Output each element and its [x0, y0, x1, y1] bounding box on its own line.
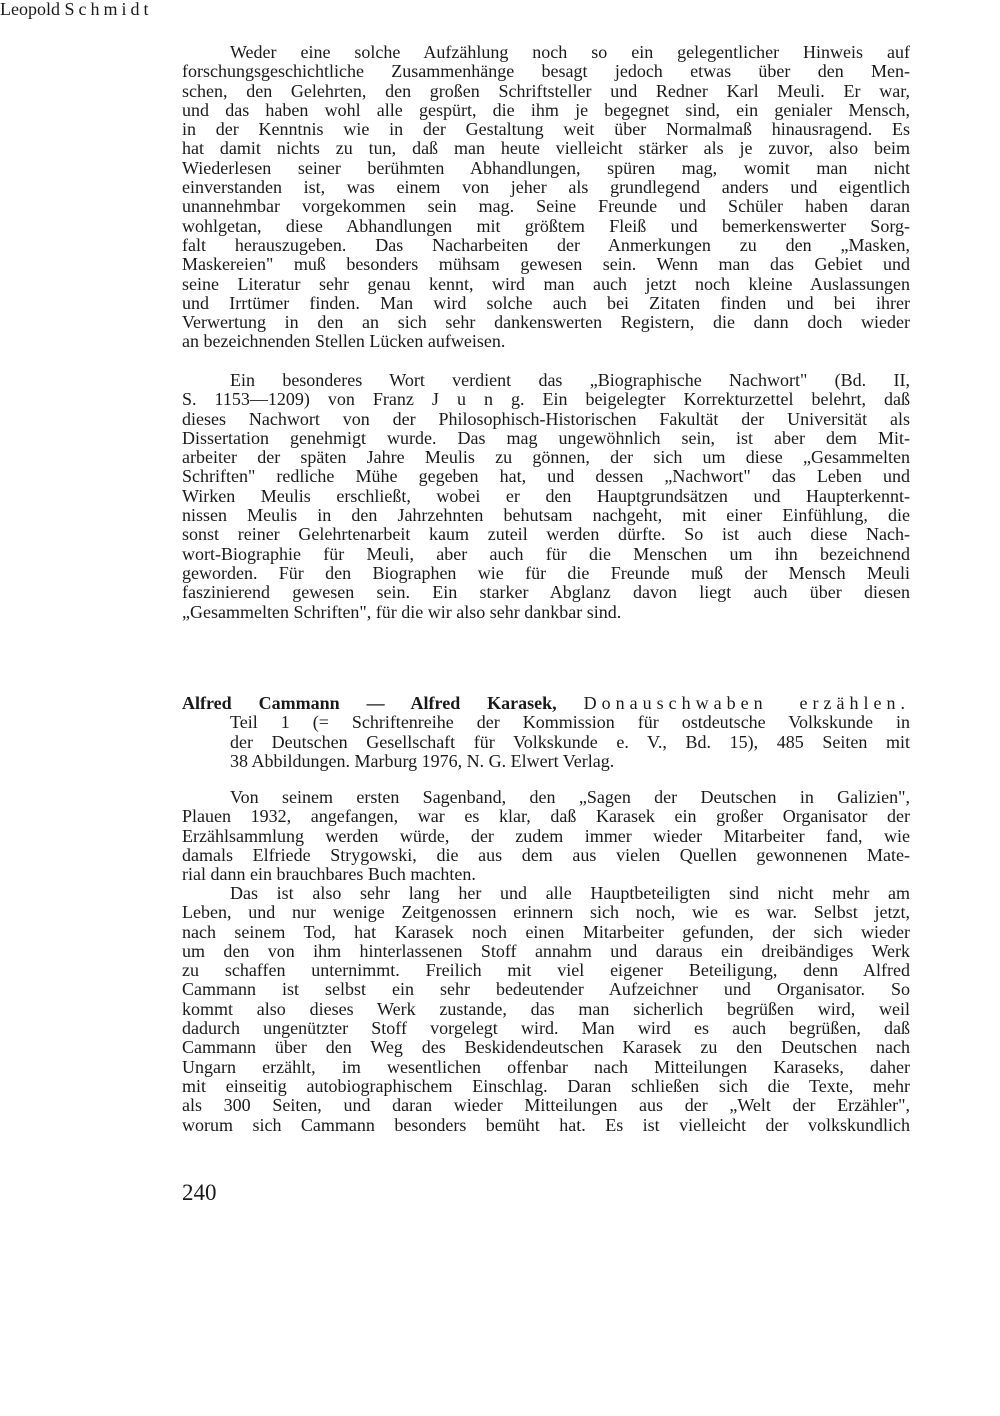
text-line: Von seinem ersten Sagenband, den „Sagen der Deutschen in Galizien",	[230, 787, 910, 807]
text-line: geworden. Für den Biographen wie für die Freunde muß der Mensch Meuli	[182, 562, 910, 583]
reviewer-signature	[0, 0, 240, 19]
text-line: schen, den Gelehrten, den großen Schriftsteller und Redner Karl Meuli. Er war,	[182, 80, 910, 101]
text-line: worum sich Cammann besonders bemüht hat. Es ist vielleicht der volkskundlich	[182, 1114, 910, 1135]
text-line: dadurch ungenützter Stoff vorgelegt wird. Man wird es auch begrüßen, daß	[182, 1018, 910, 1039]
text-line: und das haben wohl alle gespürt, die ihm je begegnet sind, ein genialer Mensch,	[182, 99, 910, 120]
text-line: damals Elfriede Strygowski, die aus dem aus vielen Quellen gewonnenen Mate-	[182, 844, 910, 865]
paragraph-karasek-sagenband	[182, 788, 910, 884]
text-line: sonst reiner Gelehrtenarbeit kaum zuteil werden dürfte. So ist auch diese Nach-	[182, 524, 910, 545]
review-heading-title-line	[182, 694, 910, 713]
text-line: Cammann ist selbst ein sehr bedeutender Aufzeichner und Organisator. So	[182, 979, 910, 1000]
text-line: Verwertung in den an sich sehr dankenswerten Registern, die dann doch wieder	[182, 312, 910, 333]
text-line: wort-Biographie für Meuli, aber auch für die Menschen um ihn bezeichnend	[182, 543, 910, 564]
text-line: Teil 1 (= Schriftenreihe der Kommission für ostdeutsche Volkskunde in	[230, 712, 910, 733]
text-line: um den von ihm hinterlassenen Stoff annahm und daraus ein dreibändiges Werk	[182, 940, 910, 961]
signature-first-name: Leopold	[0, 0, 60, 19]
text-line: Schriften" redliche Mühe gegeben hat, und dessen „Nachwort" das Leben und	[182, 466, 910, 487]
text-line: seine Literatur sehr genau kennt, wird man auch jetzt noch kleine Auslassungen	[182, 273, 910, 294]
text-line: als 300 Seiten, und daran wieder Mitteilungen aus der „Welt der Erzähler",	[182, 1095, 910, 1116]
text-line: kommt also dieses Werk zustande, das man sicherlich begrüßen wird, weil	[182, 998, 910, 1019]
text-line: mit einseitig autobiographischem Einschlag. Daran schließen sich die Texte, mehr	[182, 1075, 910, 1096]
text-line: Erzählsammlung werden würde, der zudem immer wieder Mitarbeiter fand, wie	[182, 825, 910, 846]
text-line: Das ist also sehr lang her und alle Hauptbeteiligten sind nicht mehr am	[230, 883, 910, 903]
text-line: Maskereien" muß besonders mühsam gewesen sein. Wenn man das Gebiet und	[182, 254, 910, 275]
text-line: arbeiter der späten Jahre Meulis zu gönnen, der sich um diese „Gesammelten	[182, 447, 910, 468]
book-details	[182, 713, 910, 771]
review-heading	[182, 694, 910, 771]
text-line: zu schaffen unternimmt. Freilich mit viel eigener Beteiligung, denn Alfred	[182, 960, 910, 981]
text-line: rial dann ein brauchbares Buch machten.	[182, 864, 476, 885]
text-line: Cammann über den Weg des Beskidendeutschen Karasek zu den Deutschen nach	[182, 1037, 910, 1058]
book-title: Donauschwaben erzählen.	[583, 693, 911, 713]
text-line: Leben, und nur wenige Zeitgenossen erinnern sich noch, wie es war. Selbst jetzt,	[182, 902, 910, 923]
text-line: 38 Abbildungen. Marburg 1976, N. G. Elwert Verlag.	[230, 750, 615, 771]
text-line: nach seinem Tod, hat Karasek noch einen Mitarbeiter gefunden, der sich wieder	[182, 921, 910, 942]
text-line: in der Kenntnis wie in der Gestaltung weit über Normalmaß hinausragend. Es	[182, 119, 910, 140]
paragraph-biographical-afterword	[182, 371, 910, 622]
text-line: unannehmbar vorgekommen sein mag. Seine Freunde und Schüler haben daran	[182, 196, 910, 217]
page-number: 240	[182, 1180, 217, 1205]
text-line: „Gesammelten Schriften", für die wir also sehr dankbar sind.	[182, 601, 622, 622]
text-line: S. 1153—1209) von Franz J u n g. Ein beigelegter Korrekturzettel belehrt, daß	[182, 389, 910, 410]
book-authors: Alfred Cammann — Alfred Karasek,	[182, 693, 557, 713]
text-line: falt herauszugeben. Das Nacharbeiten der Anmerkungen zu den „Masken,	[182, 234, 910, 255]
text-line: Plauen 1932, angefangen, war es klar, daß Karasek ein großer Organisator der	[182, 806, 910, 827]
text-line: wohlgetan, diese Abhandlungen mit größtem Fleiß und bemerkenswerter Sorg-	[182, 215, 910, 236]
text-line: Ein besonderes Wort verdient das „Biographische Nachwort" (Bd. II,	[230, 370, 910, 390]
text-line: forschungsgeschichtliche Zusammenhänge besagt jedoch etwas über den Men-	[182, 61, 910, 82]
text-line: Wirken Meulis erschließt, wobei er den Hauptgrundsätzen und Haupterkennt-	[182, 485, 910, 506]
text-line: hat damit nichts zu tun, daß man heute vielleicht stärker als je zuvor, also beim	[182, 138, 910, 159]
text-line: dieses Nachwort von der Philosophisch-Historischen Fakultät der Universität als	[182, 408, 910, 429]
text-line: und Irrtümer finden. Man wird solche auch bei Zitaten finden und bei ihrer	[182, 292, 910, 313]
signature-last-name: Schmidt	[64, 0, 153, 19]
text-line: nissen Meulis in den Jahrzehnten behutsam nachgeht, mit einer Einfühlung, die	[182, 505, 910, 526]
text-line: Weder eine solche Aufzählung noch so ein gelegentlicher Hinweis auf	[230, 42, 910, 62]
text-line: der Deutschen Gesellschaft für Volkskunde e. V., Bd. 15), 485 Seiten mit	[230, 731, 910, 752]
paragraph-meuli-editing	[182, 43, 910, 352]
text-line: Ungarn erzählt, im wesentlichen offenbar nach Mitteilungen Karaseks, daher	[182, 1056, 910, 1077]
text-line: Dissertation genehmigt wurde. Das mag ungewöhnlich sein, ist aber dem Mit-	[182, 427, 910, 448]
text-line: einverstanden ist, was einem von jeher als grundlegend anders und eigentlich	[182, 177, 910, 198]
text-line: Wiederlesen seiner berühmten Abhandlungen, spüren mag, womit man nicht	[182, 157, 910, 178]
text-line: faszinierend gewesen sein. Ein starker Abglanz davon liegt auch über diesen	[182, 582, 910, 603]
text-line: an bezeichnenden Stellen Lücken aufweisen.	[182, 331, 506, 352]
paragraph-cammann-work	[182, 884, 910, 1135]
